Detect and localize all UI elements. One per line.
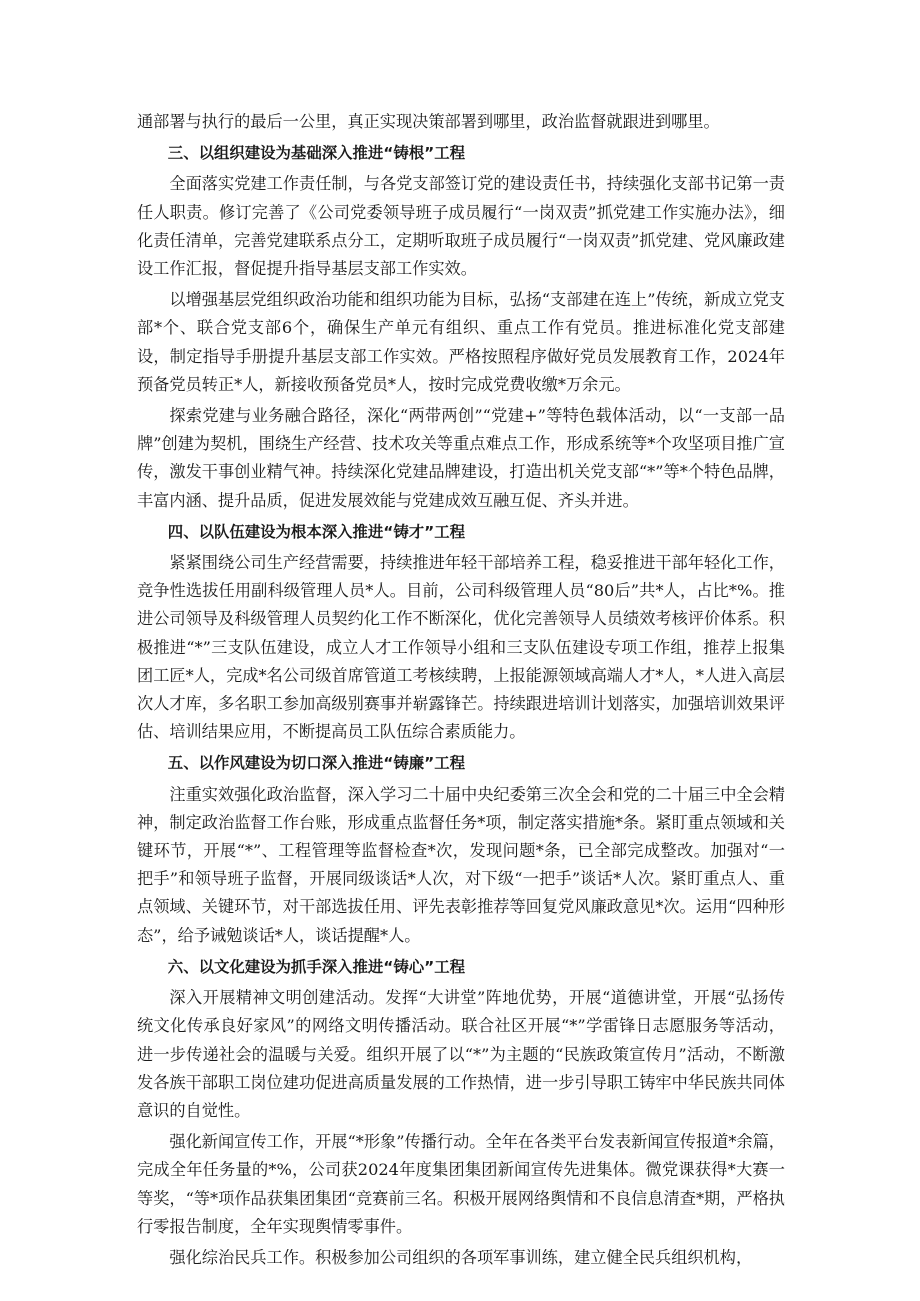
paragraph: 深入开展精神文明创建活动。发挥“大讲堂”阵地优势，开展“道德讲堂，开展“弘扬传统文化传承良好家风”的网络文明传播活动。联合社区开展“*”学雷锋日志愿服务等活动，进一步传递社会的温暖与关爱。组织开展了以“*”为主题的“民族政策宣传月”活动，不断激发各族干部职工岗位建功促进高质量发展的工作热情，进一步引导职工铸牢中华民族共同体意识的自觉性。 xyxy=(137,988,785,1120)
paragraph: 强化新闻宣传工作，开展“*形象”传播行动。全年在各类平台发表新闻宣传报道*余篇，完成全年任务量的*%，公司获2024年度集团集团新闻宣传先进集体。微党课获得*大赛一等奖，“等*项作品获集团集团“竞赛前三名。积极开展网络舆情和不良信息清查*期，严格执行零报告制度，全年实现舆情零事件。 xyxy=(137,1132,785,1236)
section-heading-3: 三、以组织建设为基础深入推进“铸根”工程 xyxy=(167,144,466,163)
section-heading-4: 四、以队伍建设为根本深入推进“铸才”工程 xyxy=(167,522,466,541)
paragraph-continuation: 通部署与执行的最后一公里，真正实现决策部署到哪里，政治监督就跟进到哪里。 xyxy=(137,112,720,131)
document-page xyxy=(137,108,785,1275)
paragraph: 全面落实党建工作责任制，与各党支部签订党的建设责任书，持续强化支部书记第一责任人职责。修订完善了《公司党委领导班子成员履行“一岗双责”抓党建工作实施办法》，细化责任清单，完善党建联系点分工，定期听取班子成员履行“一岗双责”抓党建、党风廉政建设工作汇报，督促提升指导基层支部工作实效。 xyxy=(137,174,785,279)
paragraph: 强化综治民兵工作。积极参加公司组织的各项军事训练，建立健全民兵组织机构， xyxy=(169,1247,753,1267)
paragraph: 以增强基层党组织政治功能和组织功能为目标，弘扬“支部建在连上”传统，新成立党支部*个、联合党支部6个，确保生产单元有组织、重点工作有党员。推进标准化党支部建设，制定指导手册提升基层支部工作实效。严格按照程序做好党员发展教育工作，2024年预备党员转正*人，新接收预备党员*人，按时完成党费收缴*万余元。 xyxy=(137,290,785,394)
section-heading-5: 五、以作风建设为切口深入推进“铸廉”工程 xyxy=(167,754,466,773)
section-heading-6: 六、以文化建设为抓手深入推进“铸心”工程 xyxy=(167,957,466,976)
paragraph: 探索党建与业务融合路径，深化“两带两创”“党建+”等特色载体活动，以“一支部一品牌”创建为契机，围绕生产经营、技术攻关等重点难点工作，形成系统等*个攻坚项目推广宣传，激发干事创业精气神。持续深化党建品牌建设，打造出机关党支部“*”等*个特色品牌，丰富内涵、提升品质，促进发展效能与党建成效互融互促、齐头并进。 xyxy=(137,406,785,510)
paragraph: 紧紧围绕公司生产经营需要，持续推进年轻干部培养工程，稳妥推进干部年轻化工作，竞争性选拔任用副科级管理人员*人。目前，公司科级管理人员“80后”共*人，占比*%。推进公司领导及科级管理人员契约化工作不断深化，优化完善领导人员绩效考核评价体系。积极推进“*”三支队伍建设，成立人才工作领导小组和三支队伍建设专项工作组，推荐上报集团工匠*人，完成*名公司级首席管道工考核续聘，上报能源领域高端人才*人，*人进入高层次人才库，多名职工参加高级别赛事并崭露锋芒。持续跟进培训计划落实，加强培训效果评估、培训结果应用，不断提高员工队伍综合素质能力。 xyxy=(137,553,785,742)
paragraph: 注重实效强化政治监督，深入学习二十届中央纪委第三次全会和党的二十届三中全会精神，制定政治监督工作台账，形成重点监督任务*项，制定落实措施*条。紧盯重点领域和关键环节，开展“*”、工程管理等监督检查*次，发现问题*条，已全部完成整改。加强对“一把手”和领导班子监督，开展同级谈话*人次，对下级“一把手”谈话*人次。紧盯重点人、重点领域、关键环节，对干部选拔任用、评先表彰推荐等回复党风廉政意见*次。运用“四种形态”，给予诫勉谈话*人，谈话提醒*人。 xyxy=(137,784,785,945)
